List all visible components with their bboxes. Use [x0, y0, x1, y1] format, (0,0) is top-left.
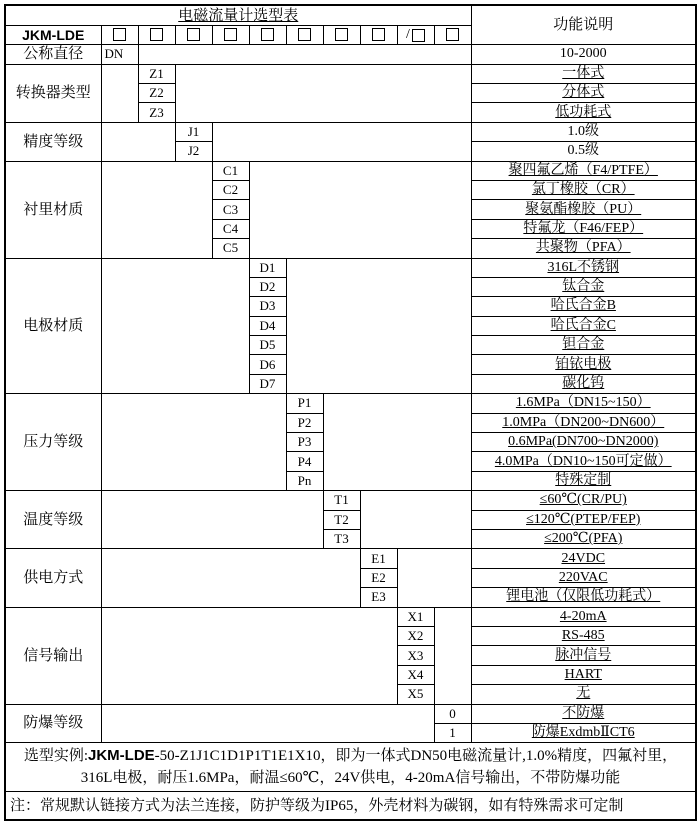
title-row [5, 5, 696, 26]
model-code-cell [175, 26, 212, 45]
example-row [5, 743, 696, 792]
checkbox-icon [412, 29, 425, 42]
function-value-link[interactable]: ≤60℃(CR/PU) [471, 491, 696, 510]
function-value: 0.5级 [471, 142, 696, 161]
empty-cell [101, 64, 138, 122]
function-value-link[interactable]: HART [471, 665, 696, 684]
option-code-cell: E1 [360, 549, 397, 568]
function-value-link[interactable]: 锂电池（仅限低功耗式） [471, 588, 696, 607]
group-label: 供电方式 [5, 549, 101, 607]
function-value-link[interactable]: ≤200℃(PFA) [471, 529, 696, 548]
option-code-cell: C3 [212, 200, 249, 219]
group-label: 精度等级 [5, 122, 101, 161]
option-code-cell: C4 [212, 219, 249, 238]
option-row [5, 45, 696, 64]
checkbox-icon [187, 28, 200, 41]
option-row [5, 607, 696, 626]
function-value-link[interactable]: 防爆ExdmbⅡCT6 [471, 723, 696, 742]
group-label: 转换器类型 [5, 64, 101, 122]
function-value-link[interactable]: 0.6MPa(DN700~DN2000) [471, 433, 696, 452]
function-value-link[interactable]: 钽合金 [471, 336, 696, 355]
option-row [5, 549, 696, 568]
option-code-cell: X3 [397, 646, 434, 665]
checkbox-icon [150, 28, 163, 41]
empty-cell [249, 161, 471, 258]
group-label: 信号输出 [5, 607, 101, 704]
option-code-cell: D6 [249, 355, 286, 374]
function-value-link[interactable]: 1.0MPa（DN200~DN600） [471, 413, 696, 432]
option-code-cell: 1 [434, 723, 471, 742]
empty-cell [101, 607, 397, 704]
function-value-link[interactable]: 4.0MPa（DN10~150可定做） [471, 452, 696, 471]
checkbox-icon [298, 28, 311, 41]
function-value-link[interactable]: 1.6MPa（DN15~150） [471, 394, 696, 413]
function-value-link[interactable]: 碳化钨 [471, 374, 696, 393]
checkbox-icon [446, 28, 459, 41]
function-value-link[interactable]: 钛合金 [471, 277, 696, 296]
function-value-link[interactable]: 220VAC [471, 568, 696, 587]
option-code-cell: J1 [175, 122, 212, 141]
model-code-cell [434, 26, 471, 45]
option-code-cell: D3 [249, 297, 286, 316]
model-code-cell [286, 26, 323, 45]
option-code-cell: C1 [212, 161, 249, 180]
option-code-cell: X4 [397, 665, 434, 684]
model-name: JKM-LDE [5, 26, 101, 45]
function-value-link[interactable]: RS-485 [471, 626, 696, 645]
function-value-link[interactable]: 分体式 [471, 84, 696, 103]
group-label: 公称直径 [5, 45, 101, 64]
function-value-link[interactable]: 哈氏合金C [471, 316, 696, 335]
empty-cell [138, 45, 471, 64]
option-code-cell: X1 [397, 607, 434, 626]
empty-cell [212, 122, 471, 161]
empty-cell [175, 64, 471, 122]
model-code-cell [101, 26, 138, 45]
option-code-cell: P2 [286, 413, 323, 432]
model-code-cell [360, 26, 397, 45]
group-label: 衬里材质 [5, 161, 101, 258]
function-value-link[interactable]: 316L不锈钢 [471, 258, 696, 277]
option-code-cell: P1 [286, 394, 323, 413]
option-row [5, 491, 696, 510]
function-value-link[interactable]: 哈氏合金B [471, 297, 696, 316]
flowmeter-selection-table [4, 4, 697, 821]
function-value: 10-2000 [471, 45, 696, 64]
function-value-link[interactable]: 不防爆 [471, 704, 696, 723]
function-value-link[interactable]: 铂铱电极 [471, 355, 696, 374]
example-text: -50-Z1J1C1D1P1T1E1X10，即为一体式DN50电磁流量计,1.0%精度，四氟衬里，316L电极，耐压1.6MPa，耐温≤60℃，24V供电，4-20mA信号输出，不带防爆功能 [80, 748, 678, 787]
option-code-cell: Z1 [138, 64, 175, 83]
group-label: 电极材质 [5, 258, 101, 394]
group-label: 温度等级 [5, 491, 101, 549]
option-code-cell: T2 [323, 510, 360, 529]
example-prefix: 选型实例: [23, 748, 88, 765]
option-code-cell: D4 [249, 316, 286, 335]
checkbox-icon [113, 28, 126, 41]
option-row [5, 394, 696, 413]
example-model-code: JKM-LDE [88, 747, 155, 765]
empty-cell [286, 258, 471, 394]
option-code-cell: X5 [397, 685, 434, 704]
function-value-link[interactable]: 特殊定制 [471, 471, 696, 490]
option-code-cell: DN [101, 45, 138, 64]
empty-cell [101, 704, 434, 743]
note-row [5, 792, 696, 821]
option-row [5, 64, 696, 83]
model-code-cell [397, 26, 434, 45]
empty-cell [101, 549, 360, 607]
checkbox-icon [261, 28, 274, 41]
function-value-link[interactable]: 24VDC [471, 549, 696, 568]
model-code-cell [323, 26, 360, 45]
selection-example [5, 743, 696, 792]
empty-cell [397, 549, 471, 607]
function-value-link[interactable]: 氯丁橡胶（CR） [471, 180, 696, 199]
option-code-cell: E2 [360, 568, 397, 587]
option-code-cell: C5 [212, 239, 249, 258]
footnote: 注：常规默认链接方式为法兰连接，防护等级为IP65，外壳材料为碳钢，如有特殊需求可定制 [5, 792, 696, 821]
function-value-link[interactable]: 聚四氟乙烯（F4/PTFE） [471, 161, 696, 180]
option-code-cell: D5 [249, 336, 286, 355]
empty-cell [323, 394, 471, 491]
option-row [5, 704, 696, 723]
function-value-link[interactable]: 无 [471, 685, 696, 704]
option-code-cell: Pn [286, 471, 323, 490]
table-title: 电磁流量计选型表 [5, 5, 471, 26]
checkbox-icon [372, 28, 385, 41]
checkbox-icon [335, 28, 348, 41]
option-row [5, 258, 696, 277]
function-value-link[interactable]: 共聚物（PFA） [471, 239, 696, 258]
option-row [5, 161, 696, 180]
option-code-cell: D7 [249, 374, 286, 393]
empty-cell [434, 607, 471, 704]
empty-cell [101, 394, 286, 491]
option-code-cell: E3 [360, 588, 397, 607]
function-value: 1.0级 [471, 122, 696, 141]
model-code-cell [212, 26, 249, 45]
option-code-cell: D1 [249, 258, 286, 277]
option-code-cell: P4 [286, 452, 323, 471]
option-code-cell: D2 [249, 277, 286, 296]
option-code-cell: P3 [286, 433, 323, 452]
function-value-link[interactable]: 聚氨酯橡胶（PU） [471, 200, 696, 219]
empty-cell [101, 161, 212, 258]
function-value-link[interactable]: ≤120℃(PTEP/FEP) [471, 510, 696, 529]
function-value-link[interactable]: 4-20mA [471, 607, 696, 626]
option-code-cell: Z3 [138, 103, 175, 122]
option-code-cell: Z2 [138, 84, 175, 103]
function-value-link[interactable]: 一体式 [471, 64, 696, 83]
slash-separator: / [406, 27, 410, 42]
empty-cell [101, 122, 175, 161]
group-label: 压力等级 [5, 394, 101, 491]
model-code-cell [138, 26, 175, 45]
empty-cell [101, 491, 323, 549]
option-code-cell: X2 [397, 626, 434, 645]
option-code-cell: T1 [323, 491, 360, 510]
function-value-link[interactable]: 特氟龙（F46/FEP） [471, 219, 696, 238]
option-row [5, 122, 696, 141]
function-value-link[interactable]: 低功耗式 [471, 103, 696, 122]
option-code-cell: J2 [175, 142, 212, 161]
checkbox-icon [224, 28, 237, 41]
empty-cell [101, 258, 249, 394]
function-description-header: 功能说明 [471, 5, 696, 45]
group-label: 防爆等级 [5, 704, 101, 743]
option-code-cell: 0 [434, 704, 471, 723]
empty-cell [360, 491, 471, 549]
model-code-cell [249, 26, 286, 45]
option-code-cell: T3 [323, 529, 360, 548]
option-code-cell: C2 [212, 180, 249, 199]
function-value-link[interactable]: 脉冲信号 [471, 646, 696, 665]
